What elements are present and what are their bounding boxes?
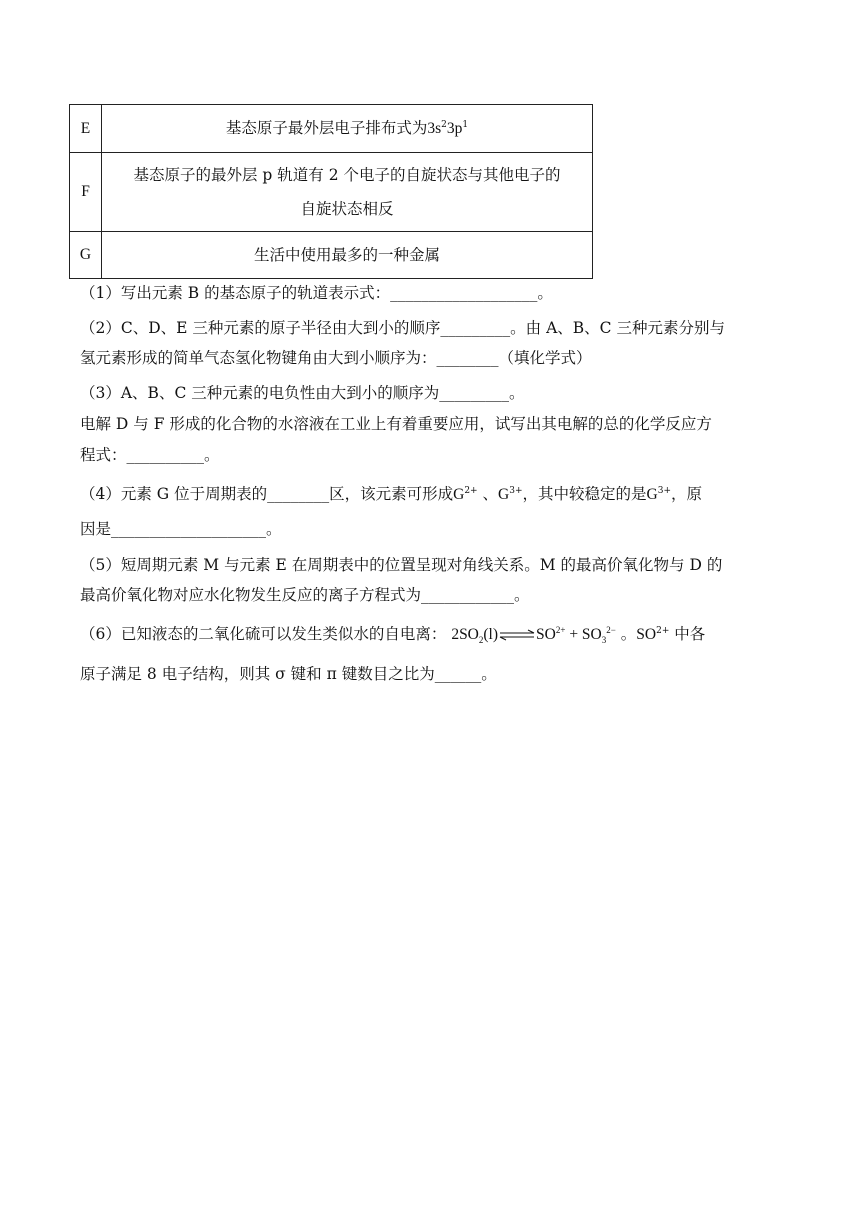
formula-part: + SO: [565, 626, 602, 643]
symbol-g: G: [498, 486, 510, 503]
question-4-line-1: [80, 484, 702, 505]
equilibrium-arrow-icon: [498, 629, 536, 641]
description-text: 基态原子最外层电子排布式为: [225, 119, 428, 137]
formula-part: 3p: [446, 120, 463, 137]
element-description: [102, 153, 593, 232]
question-2-line-1: （2）C、D、E 三种元素的原子半径由大到小的顺序_________。由 A、B、C 三种元素分别与: [80, 319, 725, 337]
text-part: （6）已知液态的二氧化硫可以发生类似水的自电离：: [80, 625, 447, 643]
text-part: （4）元素 G 位于周期表的________区，该元素可形成: [80, 485, 454, 503]
pi-symbol: π: [326, 665, 337, 683]
symbol-g: G: [453, 486, 465, 503]
table-row: [70, 232, 593, 279]
question-6-line-1: [80, 624, 705, 645]
superscript: 1: [462, 119, 469, 130]
text-part: 中各: [669, 625, 706, 643]
table-row: [70, 105, 593, 153]
superscript: 2+: [555, 624, 566, 635]
text-part: ，其中较稳定的是: [522, 485, 647, 503]
question-2-line-2: 氢元素形成的简单气态氢化物键角由大到小顺序为：________（填化学式）: [80, 349, 592, 367]
ionization-equation: [451, 624, 616, 646]
superscript: 3+: [509, 485, 523, 496]
formula-part: SO: [636, 626, 657, 643]
question-5-line-2: 最高价氧化物对应水化物发生反应的离子方程式为____________。: [80, 586, 530, 604]
text-part: 、: [477, 485, 499, 503]
superscript: 3+: [657, 485, 672, 496]
sigma-symbol: σ: [275, 665, 286, 683]
element-key: E: [70, 105, 102, 153]
subscript: 3: [601, 635, 607, 646]
question-4-line-2: 因是____________________。: [80, 520, 282, 538]
question-6-line-2: [80, 664, 497, 684]
element-key: G: [70, 232, 102, 279]
formula-part: (l): [483, 626, 499, 643]
question-3-line-2: 电解 D 与 F 形成的化合物的水溶液在工业上有着重要应用，试写出其电解的总的化学反应方: [80, 415, 712, 433]
element-description: 生活中使用最多的一种金属: [102, 232, 593, 279]
question-3-line-1: （3）A、B、C 三种元素的电负性由大到小的顺序为_________。: [80, 384, 525, 402]
text-part: 键数目之比为______。: [336, 665, 497, 683]
question-1: （1）写出元素 B 的基态原子的轨道表示式：___________________。: [80, 284, 553, 302]
description-line: 基态原子的最外层 p 轨道有 2 个电子的自旋状态与其他电子的: [133, 166, 561, 184]
formula-part: 3s: [427, 120, 442, 137]
subscript: 2: [478, 635, 484, 646]
formula-part: 2SO: [451, 626, 479, 643]
element-description: [102, 105, 593, 153]
question-5-line-1: （5）短周期元素 M 与元素 E 在周期表中的位置呈现对角线关系。M 的最高价氧化物与 D 的: [80, 556, 723, 574]
element-key: F: [70, 153, 102, 232]
formula-part: SO: [536, 626, 556, 643]
text-part: 。: [615, 625, 637, 643]
symbol-g: G: [646, 486, 658, 503]
text-part: 原子满足 8 电子结构，则其: [80, 665, 276, 683]
superscript: 2+: [464, 485, 478, 496]
text-part: 键和: [285, 665, 327, 683]
text-part: ，原: [671, 485, 703, 503]
superscript: 2−: [606, 624, 616, 635]
description-line: 自旋状态相反: [300, 200, 394, 218]
table-row: [70, 153, 593, 232]
superscript: 2+: [656, 625, 670, 636]
element-info-table: [69, 104, 593, 279]
question-3-line-3: 程式：__________。: [80, 446, 220, 464]
superscript: 2: [441, 119, 447, 130]
